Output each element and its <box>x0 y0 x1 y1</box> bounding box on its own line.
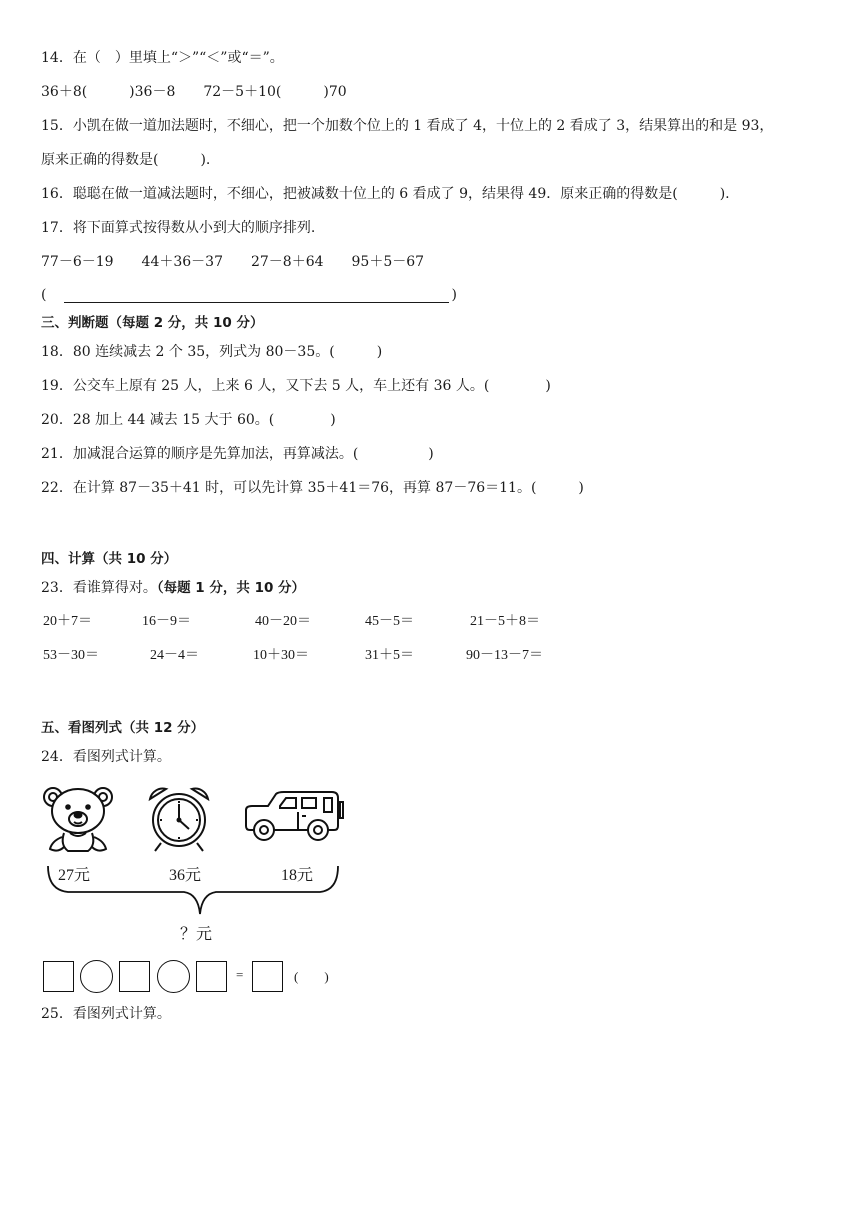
toy-car-icon <box>240 786 344 846</box>
q22-text: 22．在计算 87－35＋41 时，可以先计算 35＋41＝76，再算 87－76＝11。( ) <box>41 480 584 496</box>
curly-brace <box>44 862 344 922</box>
q18-text: 18．80 连续减去 2 个 35，列式为 80－35。( ) <box>41 344 383 360</box>
price-label: 36元 <box>169 867 202 884</box>
total-question: ？元 <box>180 926 213 943</box>
alarm-clock-icon <box>144 783 214 853</box>
calc-item: 31＋5＝ <box>365 648 414 663</box>
q23-score-note: （每题 1 分，共 10 分） <box>156 580 306 596</box>
calc-item: 40－20＝ <box>255 614 311 629</box>
teddy-bear-icon <box>40 783 116 855</box>
q20-text: 20．28 加上 44 减去 15 大于 60。( ) <box>41 412 336 428</box>
calc-item: 53－30＝ <box>43 648 99 663</box>
answer-box[interactable] <box>196 961 227 992</box>
q14-expressions: 36＋8( )36－8 72－5＋10( )70 <box>41 84 347 100</box>
q15-line1: 15．小凯在做一道加法题时，不细心，把一个加数个位上的 1 看成了 4，十位上的 2 看成了 3，结果算出的和是 93， <box>41 118 774 134</box>
q17-text: 17．将下面算式按得数从小到大的顺序排列. <box>41 220 316 236</box>
result-box[interactable] <box>252 961 283 992</box>
equals-sign: = <box>236 967 244 982</box>
q17-close-paren: ) <box>451 287 457 303</box>
q19-text: 19．公交车上原有 25 人，上来 6 人，又下去 5 人，车上还有 36 人。( ) <box>41 378 551 394</box>
calc-item: 20＋7＝ <box>43 614 92 629</box>
q17-expressions: 77－6－19 44＋36－37 27－8＋64 95＋5－67 <box>41 254 425 270</box>
q23-text <box>41 578 305 598</box>
price-label: 18元 <box>281 867 314 884</box>
q25-text: 25．看图列式计算。 <box>41 1006 171 1022</box>
section-4-heading: 四、计算（共 10 分） <box>41 551 178 567</box>
answer-blank-line <box>64 288 449 303</box>
q17-answer-line <box>41 285 457 305</box>
section-5-heading: 五、看图列式（共 12 分） <box>41 720 205 736</box>
calc-item: 21－5＋8＝ <box>470 614 540 629</box>
price-label: 27元 <box>58 867 91 884</box>
q23-label: 23．看谁算得对。 <box>41 580 157 596</box>
calc-item: 10＋30＝ <box>253 648 309 663</box>
operator-circle[interactable] <box>157 960 190 993</box>
q14-text: 14．在（ ）里填上“＞”“＜”或“＝”。 <box>41 50 284 66</box>
calc-item: 45－5＝ <box>365 614 414 629</box>
calc-item: 16－9＝ <box>142 614 191 629</box>
answer-box[interactable] <box>119 961 150 992</box>
q17-open-paren: ( <box>41 287 47 303</box>
section-3-heading: 三、判断题（每题 2 分，共 10 分） <box>41 315 264 331</box>
q24-text: 24．看图列式计算。 <box>41 749 171 765</box>
q15-line2: 原来正确的得数是( ). <box>41 152 211 168</box>
unit-parentheses: ( ) <box>294 969 329 984</box>
calc-item: 90－13－7＝ <box>466 648 543 663</box>
operator-circle[interactable] <box>80 960 113 993</box>
calc-item: 24－4＝ <box>150 648 199 663</box>
answer-box[interactable] <box>43 961 74 992</box>
q16-text: 16．聪聪在做一道减法题时，不细心，把被减数十位上的 6 看成了 9，结果得 49．原来正确的得数是( ). <box>41 186 730 202</box>
q21-text: 21．加减混合运算的顺序是先算加法，再算减法。( ) <box>41 446 434 462</box>
